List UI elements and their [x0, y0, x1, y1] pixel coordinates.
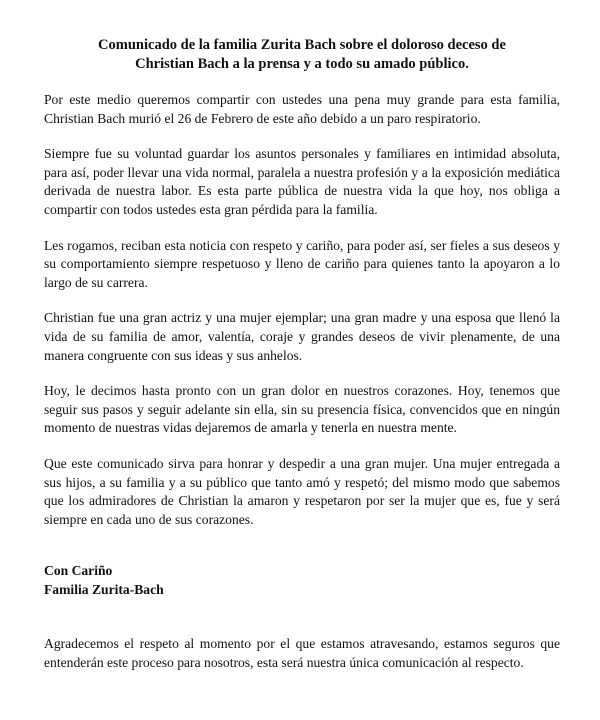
paragraph-farewell: Hoy, le decimos hasta pronto con un gran dolor en nuestros corazones. Hoy, tenemos que seguir sus pasos y seguir adelante sin ella, sin su presencia física, convencidos que en ningún momento de nuestras vidas dejaremos de amarla y tenerla en nuestra mente.	[44, 383, 560, 436]
paragraph-tribute: Christian fue una gran actriz y una mujer ejemplar; una gran madre y una esposa que llenó la vida de su familia de amor, valentía, coraje y grandes deseos de vivir plenamente, de una manera congruente con sus ideas y sus anhelos.	[44, 310, 560, 363]
title-line-1: Comunicado de la familia Zurita Bach sobre el doloroso deceso de	[98, 37, 506, 53]
statement-document	[44, 36, 560, 673]
signature-block	[44, 562, 560, 599]
paragraph-privacy: Siempre fue su voluntad guardar los asuntos personales y familiares en intimidad absoluta, para así, poder llevar una vida normal, paralela a nuestra profesión y a la exposición mediática derivada de nuestra labor. Es esta parte pública de nuestra vida la que hoy, nos obliga a compartir con todos ustedes esta gran pérdida para la familia.	[44, 146, 560, 217]
signature-family: Familia Zurita-Bach	[44, 581, 164, 597]
closing-note: Agradecemos el respeto al momento por el que estamos atravesando, estamos seguros que entenderán este proceso para nosotros, esta será nuestra única comunicación al respecto.	[44, 636, 560, 671]
paragraph-request: Les rogamos, reciban esta noticia con respeto y cariño, para poder así, ser fieles a sus deseos y su comportamiento siempre respetuoso y lleno de cariño para quienes tanto la apoyaron a lo largo de su carrera.	[44, 237, 560, 290]
title-line-2: Christian Bach a la prensa y a todo su amado público.	[135, 56, 469, 72]
document-title	[44, 36, 560, 74]
paragraph-honor: Que este comunicado sirva para honrar y despedir a una gran mujer. Una mujer entregada a sus hijos, a su familia y a su público que tanto amó y respetó; del mismo modo que sabemos que los admiradores de Christian la amaron y respetaron por ser la mujer que es, fue y será siempre en cada uno de sus corazones.	[44, 455, 560, 527]
signature-greeting: Con Cariño	[44, 563, 113, 579]
paragraph-announcement: Por este medio queremos compartir con ustedes una pena muy grande para esta familia, Christian Bach murió el 26 de Febrero de este año debido a un paro respiratorio.	[44, 92, 560, 126]
